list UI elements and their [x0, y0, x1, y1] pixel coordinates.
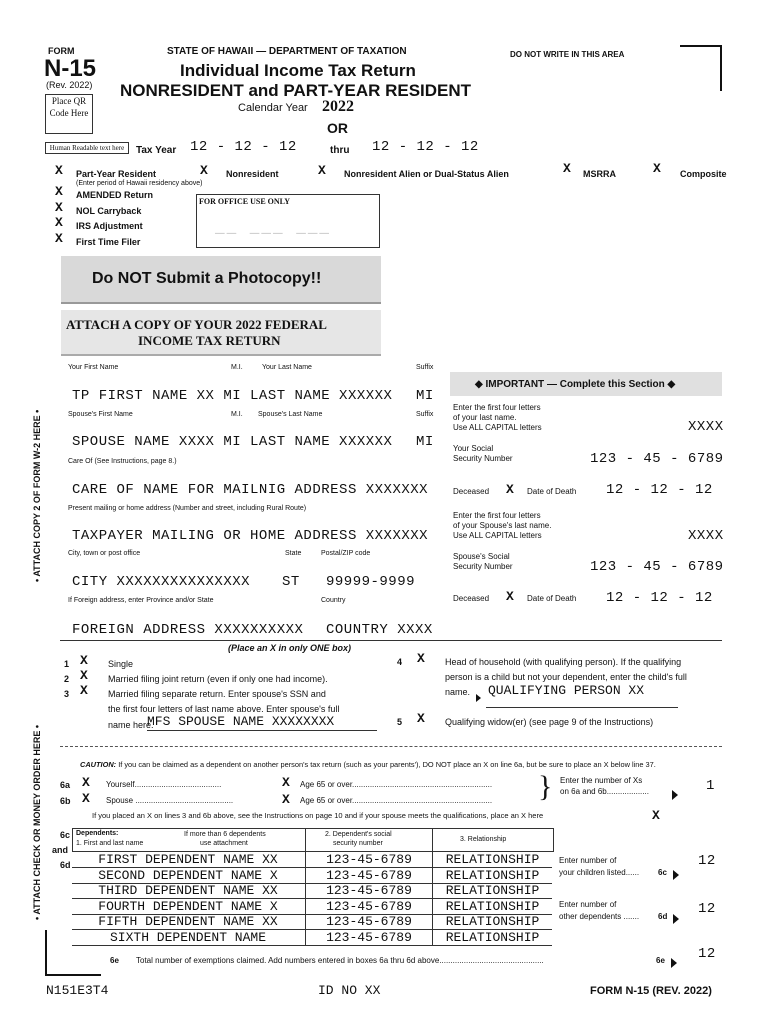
country-field[interactable]: COUNTRY XXXX: [326, 622, 433, 638]
enter-x-count-field[interactable]: 1: [706, 778, 715, 794]
deceased-checkbox[interactable]: X: [506, 482, 514, 497]
spouse-suffix-label: Suffix: [416, 411, 434, 418]
status-hoh-line1: Head of household (with qualifying person). If the qualifying: [445, 657, 682, 667]
spouse-date-of-death-field[interactable]: 12 - 12 - 12: [606, 590, 713, 606]
status-single-label: Single: [108, 659, 134, 669]
tax-year-label: Tax Year: [136, 145, 177, 156]
id-number: ID NO XX: [318, 983, 381, 998]
line-6b-label: 6b: [60, 796, 71, 806]
status-joint-checkbox[interactable]: X: [80, 668, 88, 683]
human-readable-text: Human Readable text here: [45, 142, 129, 154]
first-time-filer-checkbox[interactable]: X: [55, 231, 63, 246]
agency-name: STATE OF HAWAII — DEPARTMENT OF TAXATION: [167, 46, 407, 57]
brace-icon: }: [538, 770, 553, 803]
status-separate-line1: Married filing separate return. Enter spouse's SSN and: [108, 689, 326, 699]
children-count-label-line2: your children listed......: [559, 868, 640, 877]
dependent-relationship-field[interactable]: RELATIONSHIP: [445, 883, 540, 898]
msrra-label: MSRRA: [583, 169, 616, 179]
nol-checkbox[interactable]: X: [55, 200, 63, 215]
form-subtitle: NONRESIDENT and PART-YEAR RESIDENT: [120, 81, 472, 100]
and-label: and: [52, 845, 69, 855]
form-footer-title: FORM N-15 (REV. 2022): [590, 985, 712, 997]
deceased-label: Deceased: [453, 487, 490, 496]
dep-col3-heading: 3. Relationship: [460, 836, 507, 843]
caution-label: CAUTION:: [80, 760, 117, 769]
spouse-last-name-label: Spouse's Last Name: [258, 411, 323, 418]
part-year-note: (Enter period of Hawaii residency above): [76, 180, 203, 187]
form-title: Individual Income Tax Return: [180, 61, 416, 80]
attach-federal-line2: INCOME TAX RETURN: [138, 333, 281, 348]
or-label: OR: [327, 120, 348, 136]
zip-field[interactable]: 99999-9999: [326, 574, 416, 590]
mfs-note-checkbox[interactable]: X: [652, 808, 660, 823]
nonresident-alien-checkbox[interactable]: X: [318, 163, 326, 178]
revision: (Rev. 2022): [46, 80, 93, 90]
corner-mark-vertical: [720, 45, 722, 91]
spouse-first-name-label: Spouse's First Name: [68, 411, 133, 418]
spouse-date-of-death-label: Date of Death: [527, 594, 577, 603]
other-dependents-code: 6d: [658, 912, 668, 921]
attach-federal-line1: ATTACH A COPY OF YOUR 2022 FEDERAL: [66, 317, 327, 332]
line-6c-label: 6c: [60, 830, 71, 840]
foreign-address-field[interactable]: FOREIGN ADDRESS XXXXXXXXXX: [72, 622, 304, 638]
hoh-arrow-icon: [476, 689, 481, 707]
age65-spouse-label: Age 65 or over...............................................................: [300, 796, 493, 805]
corner-mark: [45, 974, 101, 976]
spouse-name-field[interactable]: SPOUSE NAME XXXX MI LAST NAME XXXXXX: [72, 434, 393, 450]
arrow-icon: [671, 954, 677, 972]
ssn-field[interactable]: 123 - 45 - 6789: [590, 451, 724, 467]
status-single-checkbox[interactable]: X: [80, 653, 88, 668]
form-number: N-15: [44, 55, 97, 82]
nonresident-label: Nonresident: [226, 169, 279, 179]
spouse-suffix-field[interactable]: MI: [416, 434, 434, 450]
dependent-name-field[interactable]: SECOND DEPENDENT NAME X: [98, 868, 278, 883]
status-hoh-checkbox[interactable]: X: [417, 651, 425, 666]
spouse-mi-label: M.I.: [231, 411, 243, 418]
dependent-relationship-field[interactable]: RELATIONSHIP: [445, 852, 540, 867]
spouse-first4-label-line3: Use ALL CAPITAL letters: [453, 531, 542, 540]
status-separate-line2: the first four letters of last name above. Enter spouse's full: [108, 704, 340, 714]
office-use-box: [196, 194, 380, 248]
city-field[interactable]: CITY XXXXXXXXXXXXXXX: [72, 574, 251, 590]
qr-code-placeholder: Place QR Code Here: [45, 94, 93, 134]
spouse-first4-label-line2: of your Spouse's last name.: [453, 521, 552, 530]
amended-checkbox[interactable]: X: [55, 184, 63, 199]
enter-x-label-line1: Enter the number of Xs: [560, 776, 643, 785]
care-of-field[interactable]: CARE OF NAME FOR MAILNIG ADDRESS XXXXXXX: [72, 482, 429, 498]
calendar-year: 2022: [322, 98, 354, 115]
spouse-ssn-label-line2: Security Number: [453, 562, 513, 571]
attach-check-side-text: • ATTACH CHECK OR MONEY ORDER HERE •: [32, 725, 42, 920]
office-use-label: FOR OFFICE USE ONLY: [199, 197, 291, 206]
dependent-relationship-field[interactable]: RELATIONSHIP: [445, 930, 540, 945]
form-label: FORM: [48, 46, 75, 56]
age65-spouse-checkbox[interactable]: X: [282, 792, 290, 807]
status-3-number: 3: [64, 689, 70, 699]
dependent-name-field[interactable]: THIRD DEPENDENT NAME XX: [98, 883, 278, 898]
spouse-first4-field[interactable]: XXXX: [688, 528, 724, 544]
corner-mark-vertical: [45, 930, 47, 976]
arrow-icon: [673, 910, 679, 928]
state-field[interactable]: ST: [282, 574, 300, 590]
caution-text: [80, 760, 656, 769]
children-count-field[interactable]: 12: [698, 853, 716, 869]
msrra-checkbox[interactable]: X: [563, 161, 571, 176]
office-use-dashes: __ ___ ___: [215, 219, 332, 237]
dependent-name-field[interactable]: FIRST DEPENDENT NAME XX: [98, 852, 278, 867]
spouse-first4-label-line1: Enter the first four letters: [453, 511, 541, 520]
dependent-ssn-field[interactable]: 123-45-6789: [326, 914, 412, 929]
caution-body: If you can be claimed as a dependent on another person's tax return (such as your parents'), DO NOT place an X on line 6a, but be sure to place an X below line 37.: [118, 760, 656, 769]
dependent-relationship-field[interactable]: RELATIONSHIP: [445, 868, 540, 883]
status-separate-checkbox[interactable]: X: [80, 683, 88, 698]
taxpayer-name-field[interactable]: TP FIRST NAME XX MI LAST NAME XXXXXX: [72, 388, 393, 404]
nonresident-checkbox[interactable]: X: [200, 163, 208, 178]
first4-field[interactable]: XXXX: [688, 419, 724, 435]
important-heading: ◆ IMPORTANT — Complete this Section ◆: [475, 379, 676, 390]
do-not-write-label: DO NOT WRITE IN THIS AREA: [510, 50, 625, 59]
children-count-label-line1: Enter number of: [559, 856, 617, 865]
corner-mark: [680, 45, 722, 47]
age65-self-checkbox[interactable]: X: [282, 775, 290, 790]
divider: [60, 746, 722, 748]
mfs-spouse-underline: [147, 730, 377, 731]
photocopy-warning: Do NOT Submit a Photocopy!!: [92, 270, 322, 287]
form-code: N151E3T4: [46, 983, 109, 998]
last-name-label: Your Last Name: [262, 364, 312, 371]
first4-label-line3: Use ALL CAPITAL letters: [453, 423, 542, 432]
line-6a-label: 6a: [60, 780, 71, 790]
children-count-code: 6c: [658, 868, 667, 877]
yourself-checkbox[interactable]: X: [82, 775, 90, 790]
status-1-number: 1: [64, 659, 70, 669]
date-of-death-label: Date of Death: [527, 487, 577, 496]
qualifying-person-field[interactable]: QUALIFYING PERSON XX: [488, 683, 645, 698]
status-hoh-line3: name.: [445, 687, 471, 697]
dep-col1-sub: 1. First and last name: [76, 840, 144, 847]
total-exemptions-label: Total number of exemptions claimed. Add numbers entered in boxes 6a thru 6d above...............................................: [136, 956, 544, 965]
enter-x-label-line2: on 6a and 6b...................: [560, 787, 649, 796]
spouse-deceased-checkbox[interactable]: X: [506, 589, 514, 604]
part-year-checkbox[interactable]: X: [55, 163, 63, 178]
dependent-ssn-field[interactable]: 123-45-6789: [326, 883, 412, 898]
age65-self-label: Age 65 or over...............................................................: [300, 780, 493, 789]
dependent-ssn-field[interactable]: 123-45-6789: [326, 852, 412, 867]
mfs-spouse-name-field[interactable]: MFS SPOUSE NAME XXXXXXXX: [147, 714, 335, 729]
address-field[interactable]: TAXPAYER MAILING OR HOME ADDRESS XXXXXXX: [72, 528, 429, 544]
status-joint-label: Married filing joint return (even if only one had income).: [108, 674, 328, 684]
dep-col1-heading: Dependents:: [76, 830, 119, 837]
first4-label-line2: of your last name.: [453, 413, 517, 422]
other-dependents-field[interactable]: 12: [698, 901, 716, 917]
status-5-number: 5: [397, 717, 403, 727]
attach-w2-side-text: • ATTACH COPY 2 OF FORM W-2 HERE •: [32, 409, 42, 582]
tax-year-start[interactable]: 12 - 12 - 12: [190, 139, 297, 155]
dependent-name-field[interactable]: FIFTH DEPENDENT NAME XX: [98, 914, 278, 929]
care-of-label: Care Of (See Instructions, page 8.): [68, 458, 177, 465]
amended-label: AMENDED Return: [76, 190, 154, 200]
city-label: City, town or post office: [68, 550, 141, 557]
irs-adjustment-checkbox[interactable]: X: [55, 215, 63, 230]
date-of-death-field[interactable]: 12 - 12 - 12: [606, 482, 713, 498]
qualifying-person-underline: [486, 707, 678, 708]
arrow-icon: [672, 786, 678, 804]
taxpayer-suffix-field[interactable]: MI: [416, 388, 434, 404]
total-exemptions-field[interactable]: 12: [698, 946, 716, 962]
state-label: State: [285, 550, 302, 557]
dep-col2-heading: 2. Dependent's social: [325, 831, 392, 838]
first4-label-line1: Enter the first four letters: [453, 403, 541, 412]
composite-checkbox[interactable]: X: [653, 161, 661, 176]
dependent-relationship-field[interactable]: RELATIONSHIP: [445, 899, 540, 914]
dependent-relationship-field[interactable]: RELATIONSHIP: [445, 914, 540, 929]
country-label: Country: [321, 597, 346, 604]
status-separate-line3: name here.: [108, 720, 154, 730]
arrow-icon: [673, 866, 679, 884]
first-name-label: Your First Name: [68, 364, 119, 371]
dependent-ssn-field[interactable]: 123-45-6789: [326, 930, 412, 945]
address-label: Present mailing or home address (Number and street, including Rural Route): [68, 505, 307, 512]
line-6d-label: 6d: [60, 860, 71, 870]
part-year-label: Part-Year Resident: [76, 169, 157, 179]
dependent-name-field[interactable]: FOURTH DEPENDENT NAME X: [98, 899, 278, 914]
line-6e-label: 6e: [110, 956, 119, 965]
dep-col2-sub: security number: [333, 840, 383, 847]
zip-label: Postal/ZIP code: [321, 550, 371, 557]
spouse-ssn-field[interactable]: 123 - 45 - 6789: [590, 559, 724, 575]
nol-label: NOL Carryback: [76, 206, 142, 216]
mfs-note: If you placed an X on lines 3 and 6b above, see the Instructions on page 10 and if your spouse meets the qualifications, place an X here: [92, 811, 544, 820]
dependent-ssn-field[interactable]: 123-45-6789: [326, 899, 412, 914]
suffix-label: Suffix: [416, 364, 434, 371]
dependent-row-divider: [72, 945, 552, 946]
dependent-name-field[interactable]: SIXTH DEPENDENT NAME: [109, 930, 267, 945]
first-time-filer-label: First Time Filer: [76, 237, 141, 247]
spouse-exemption-label: Spouse ............................................: [106, 796, 234, 805]
composite-label: Composite: [680, 169, 727, 179]
dep-col1-note1: If more than 6 dependents: [184, 831, 266, 838]
filing-status-heading: (Place an X in only ONE box): [228, 643, 352, 653]
other-dependents-label-line2: other dependents .......: [559, 912, 640, 921]
dependent-ssn-field[interactable]: 123-45-6789: [326, 868, 412, 883]
mi-label: M.I.: [231, 364, 243, 371]
status-widow-checkbox[interactable]: X: [417, 711, 425, 726]
divider: [60, 640, 722, 641]
other-dependents-label-line1: Enter number of: [559, 900, 617, 909]
irs-adjustment-label: IRS Adjustment: [76, 221, 143, 231]
nonresident-alien-label: Nonresident Alien or Dual-Status Alien: [344, 169, 509, 179]
status-hoh-line2: person is a child but not your dependent, enter the child's full: [445, 672, 687, 682]
total-exemptions-code: 6e: [656, 956, 665, 965]
status-2-number: 2: [64, 674, 70, 684]
dep-col1-note2: use attachment: [200, 840, 248, 847]
foreign-address-label: If Foreign address, enter Province and/or State: [68, 597, 214, 604]
thru-label: thru: [330, 145, 350, 156]
ssn-label-line2: Security Number: [453, 454, 513, 463]
spouse-ssn-label-line1: Spouse's Social: [453, 552, 510, 561]
status-widow-label: Qualifying widow(er) (see page 9 of the Instructions): [445, 717, 654, 727]
status-4-number: 4: [397, 657, 403, 667]
calendar-year-label: Calendar Year: [238, 102, 308, 114]
yourself-label: Yourself.......................................: [106, 780, 222, 789]
spouse-exemption-checkbox[interactable]: X: [82, 791, 90, 806]
ssn-label-line1: Your Social: [453, 444, 494, 453]
tax-year-end[interactable]: 12 - 12 - 12: [372, 139, 479, 155]
spouse-deceased-label: Deceased: [453, 594, 490, 603]
